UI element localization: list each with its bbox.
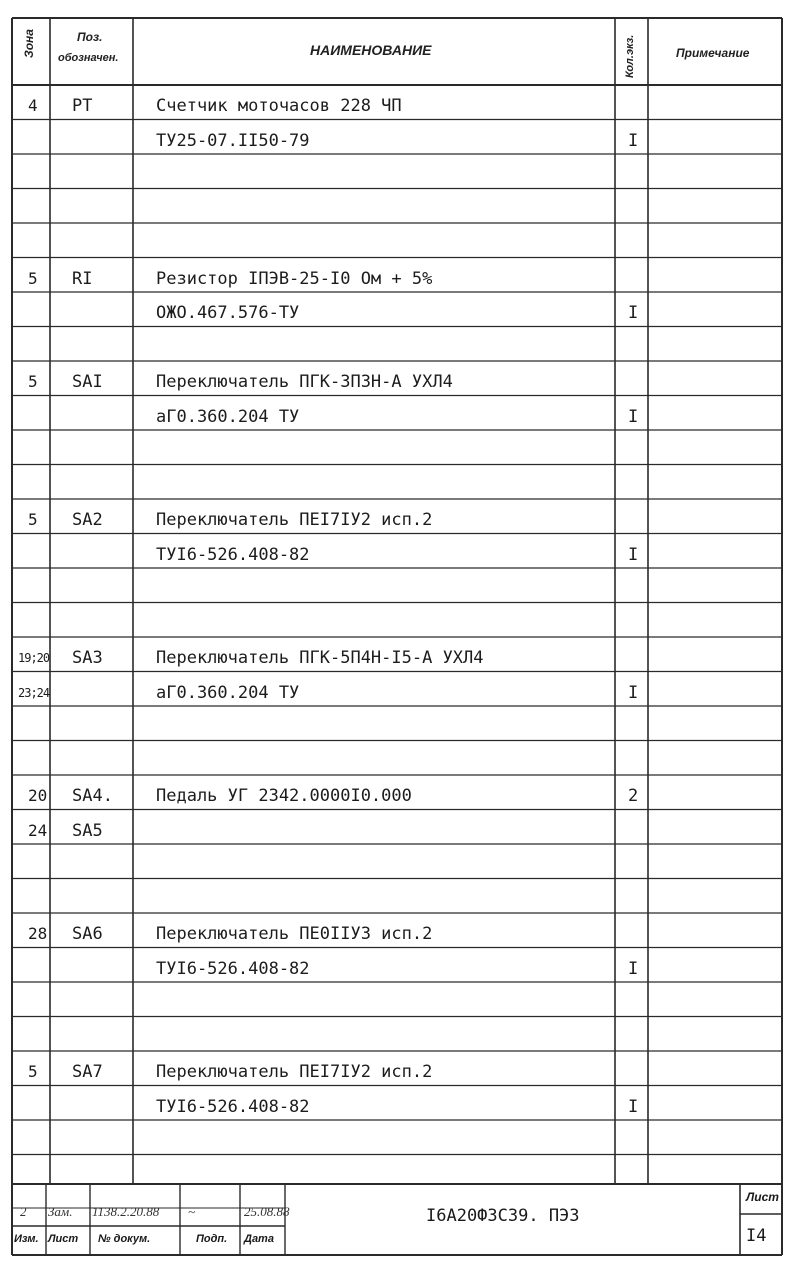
- row-name: Переключатель ПГК-3П3Н-А УХЛ4: [156, 372, 453, 392]
- row-qty: I: [628, 303, 639, 323]
- row-position: SA6: [72, 924, 103, 944]
- row-position: SA3: [72, 648, 103, 668]
- row-position: SA2: [72, 510, 103, 530]
- row-name: Резистор IПЭВ-25-I0 Ом + 5%: [156, 268, 433, 289]
- row-position: PT: [72, 96, 93, 116]
- document-code: I6А20Ф3С39. ПЭ3: [426, 1206, 580, 1226]
- row-qty: I: [628, 682, 639, 703]
- row-name: Переключатель ПЕ0IIУ3 исп.2: [156, 924, 433, 944]
- handwritten-doc: 1138.2.20.88: [92, 1204, 160, 1219]
- row-zone: 5: [28, 372, 38, 391]
- row-zone: 28: [28, 924, 48, 943]
- row-position: SAI: [72, 372, 103, 392]
- label-sheet-right: Лист: [746, 1190, 779, 1204]
- row-qty: I: [628, 130, 639, 151]
- row-name: аГ0.360.204 ТУ: [156, 406, 300, 427]
- row-name: ОЖО.467.576-ТУ: [156, 303, 300, 323]
- header-note: Примечание: [676, 46, 750, 60]
- label-change: Изм.: [14, 1233, 39, 1245]
- row-zone: 24: [28, 820, 48, 840]
- row-position: SA7: [72, 1062, 103, 1082]
- row-qty: I: [628, 544, 639, 565]
- row-zone: 5: [28, 1062, 38, 1081]
- row-position: RI: [72, 268, 93, 289]
- row-zone: 5: [28, 510, 38, 529]
- header-zone: Зона: [22, 29, 36, 58]
- row-name: аГ0.360.204 ТУ: [156, 682, 300, 703]
- row-qty: I: [628, 958, 639, 979]
- row-name: Счетчик моточасов 228 ЧП: [156, 96, 402, 116]
- row-position: SA4.: [72, 786, 113, 806]
- row-position: SA5: [72, 820, 103, 841]
- handwritten-signature: ~: [188, 1204, 196, 1219]
- row-zone: 4: [28, 96, 38, 115]
- row-name: ТУI6-526.408-82: [156, 544, 310, 565]
- row-name: Педаль УГ 2342.0000I0.000: [156, 786, 412, 806]
- row-name: Переключатель ПЕI7IУ2 исп.2: [156, 510, 433, 530]
- handwritten-date: 25.08.88: [244, 1204, 290, 1219]
- handwritten-sheet: Зам.: [48, 1204, 73, 1219]
- label-sign: Подп.: [196, 1233, 228, 1245]
- row-zone: 20: [28, 786, 48, 805]
- header-name: НАИМЕНОВАНИЕ: [310, 42, 432, 58]
- label-doc-no: № докум.: [98, 1233, 151, 1245]
- header-pos-line2: обозначен.: [58, 52, 119, 64]
- row-name: ТУI6-526.408-82: [156, 958, 310, 979]
- row-zone: 5: [28, 268, 38, 288]
- row-name: ТУ25-07.II50-79: [156, 130, 310, 151]
- row-name: ТУI6-526.408-82: [156, 1096, 310, 1117]
- label-sheet: Лист: [48, 1233, 79, 1245]
- row-zone: 19;20: [18, 651, 50, 665]
- header-pos-line1: Поз.: [77, 30, 103, 44]
- row-name: Переключатель ПЕI7IУ2 исп.2: [156, 1062, 433, 1082]
- label-date: Дата: [244, 1233, 274, 1245]
- row-name: Переключатель ПГК-5П4Н-I5-А УХЛ4: [156, 648, 484, 668]
- sheet-number: I4: [746, 1226, 767, 1246]
- row-qty: 2: [628, 786, 639, 806]
- row-zone: 23;24: [18, 685, 50, 700]
- row-qty: I: [628, 1096, 639, 1117]
- row-qty: I: [628, 406, 639, 427]
- handwritten-rev: 2: [20, 1204, 27, 1219]
- header-qty: Кол.экз.: [624, 34, 636, 78]
